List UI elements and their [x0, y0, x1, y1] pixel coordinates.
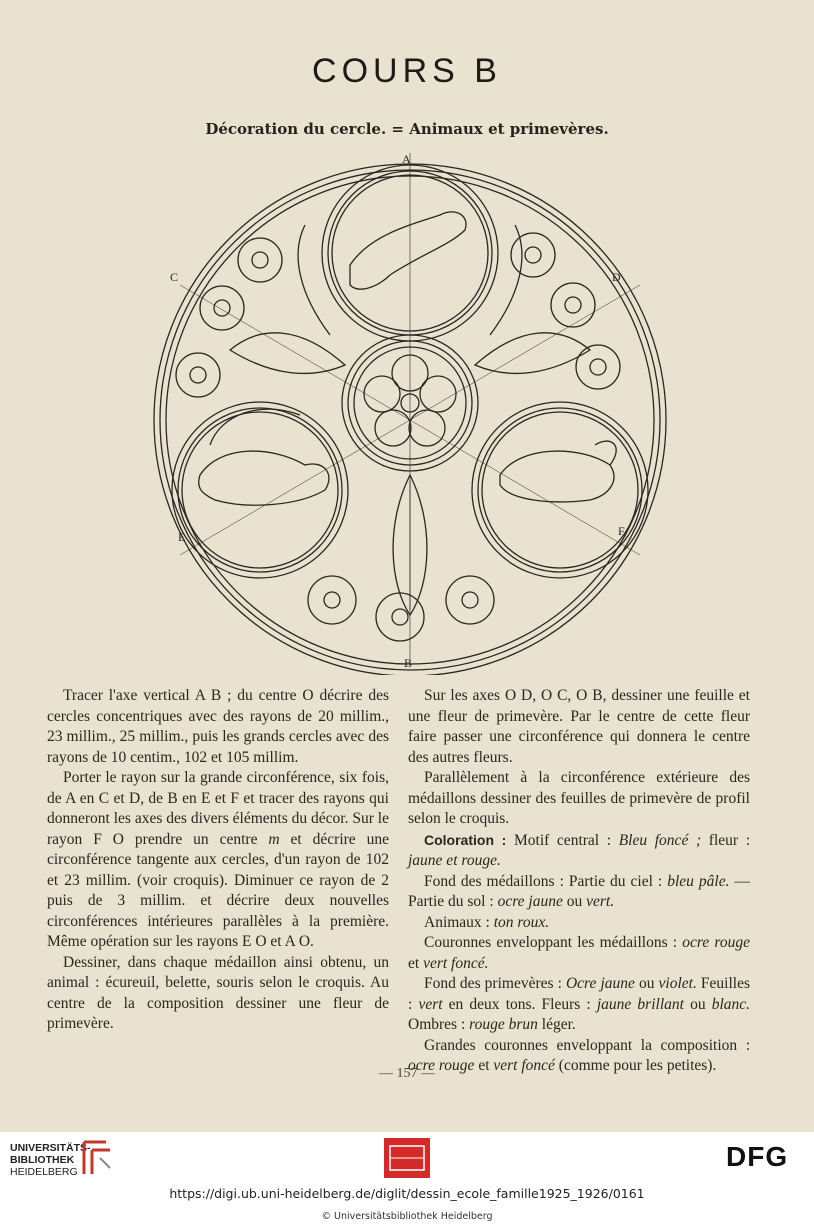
label-a: A [402, 152, 411, 166]
right-text-column [408, 686, 750, 1077]
paragraph: Fond des médaillons : Partie du ciel : bleu pâle. — Partie du sol : ocre jaune ou vert. [408, 872, 751, 910]
label-b: B [404, 656, 413, 670]
medallion-right-outer [472, 402, 648, 578]
dfg-logo[interactable]: DFG [726, 1141, 789, 1172]
paragraph: Dessiner, dans chaque médaillon ainsi obtenu, un animal : écureuil, belette, souris selon le croquis. Au centre de la composition dessiner une fleur de primevère. [47, 953, 389, 1032]
coloration-label: Coloration : [424, 831, 507, 848]
epistemes-logo-icon[interactable] [384, 1138, 430, 1178]
label-c: C [170, 270, 179, 284]
medallion-left-inner [182, 412, 338, 568]
label-e: E [178, 530, 186, 544]
paragraph: Tracer l'axe vertical A B ; du centre O décrire des cercles concentriques avec des rayons de 20 millim., 23 millim., 25 millim., puis les grands cercles avec des rayons de 10 centim., 102 et 105 millim. [47, 687, 389, 766]
squirrel-sketch [199, 451, 329, 505]
ub-heidelberg-logo[interactable]: UNIVERSITÄTS- BIBLIOTHEK HEIDELBERG [10, 1142, 91, 1178]
circle-decoration-illustration [140, 145, 680, 675]
mouse-sketch [500, 451, 614, 502]
paragraph: Sur les axes O D, O C, O B, dessiner une feuille et une fleur de primevère. Par le centre de cette fleur faire passer une circonférence qui donnera le centre des autres fleurs. [408, 687, 750, 766]
paragraph: Fond des primevères : Ocre jaune ou violet. Feuilles : vert en deux tons. Fleurs : jaune brillant ou blanc. Ombres : rouge brun léger. [408, 975, 751, 1033]
paragraph: Couronnes enveloppant les médaillons : ocre rouge et vert foncé. [408, 934, 750, 972]
permalink-url[interactable]: https://digi.ub.uni-heidelberg.de/diglit/dessin_ecole_famille1925_1926/0161 [169, 1186, 645, 1201]
ub-emblem-icon [80, 1138, 114, 1178]
paragraph: Grandes couronnes enveloppant la composition : ocre rouge et vert foncé (comme pour les petites). [408, 1036, 750, 1074]
left-text-column [47, 686, 389, 1035]
paragraph: Coloration : Motif central : Bleu foncé ; fleur : jaune et rouge. [408, 831, 751, 869]
label-d: D [612, 270, 621, 284]
medallion-left-outer [172, 402, 348, 578]
viewer-footer [0, 1132, 814, 1231]
paragraph: Animaux : ton roux. [424, 913, 550, 931]
mouse-tail [595, 441, 616, 465]
copyright-text: © Universitätsbibliothek Heidelberg [321, 1211, 493, 1222]
weasel-sketch [350, 212, 466, 289]
squirrel-tail [210, 409, 300, 445]
leaf-stem-right [490, 225, 522, 335]
leaf-left [230, 333, 345, 374]
page-subtitle: Décoration du cercle. = Animaux et primevères. [205, 120, 609, 138]
page-number: — 157 — [379, 1066, 435, 1081]
primrose-flowers-outer [176, 233, 620, 641]
leaf-right [475, 333, 590, 374]
label-f: F [618, 524, 625, 538]
page-title: COURS B [312, 52, 502, 90]
paragraph: Parallèlement à la circonférence extérieure des médaillons dessiner des feuilles de primevère de profil selon le croquis. [408, 769, 750, 827]
paragraph: Porter le rayon sur la grande circonférence, six fois, de A en C et D, de B en E et F et tracer des rayons qui donneront les axes des divers éléments du décor. Sur le rayon F O prendre un centre m et décrire une circonférence tangente aux cercles, d'un rayon de 102 et 23 millim. (voir croquis). Diminuer ce rayon de 2 puis de 3 millim. et décrire deux nouvelles circonférences intérieures parallèles à la première. Même opération sur les rayons E O et A O. [47, 769, 389, 950]
leaf-stem-left [298, 225, 330, 335]
